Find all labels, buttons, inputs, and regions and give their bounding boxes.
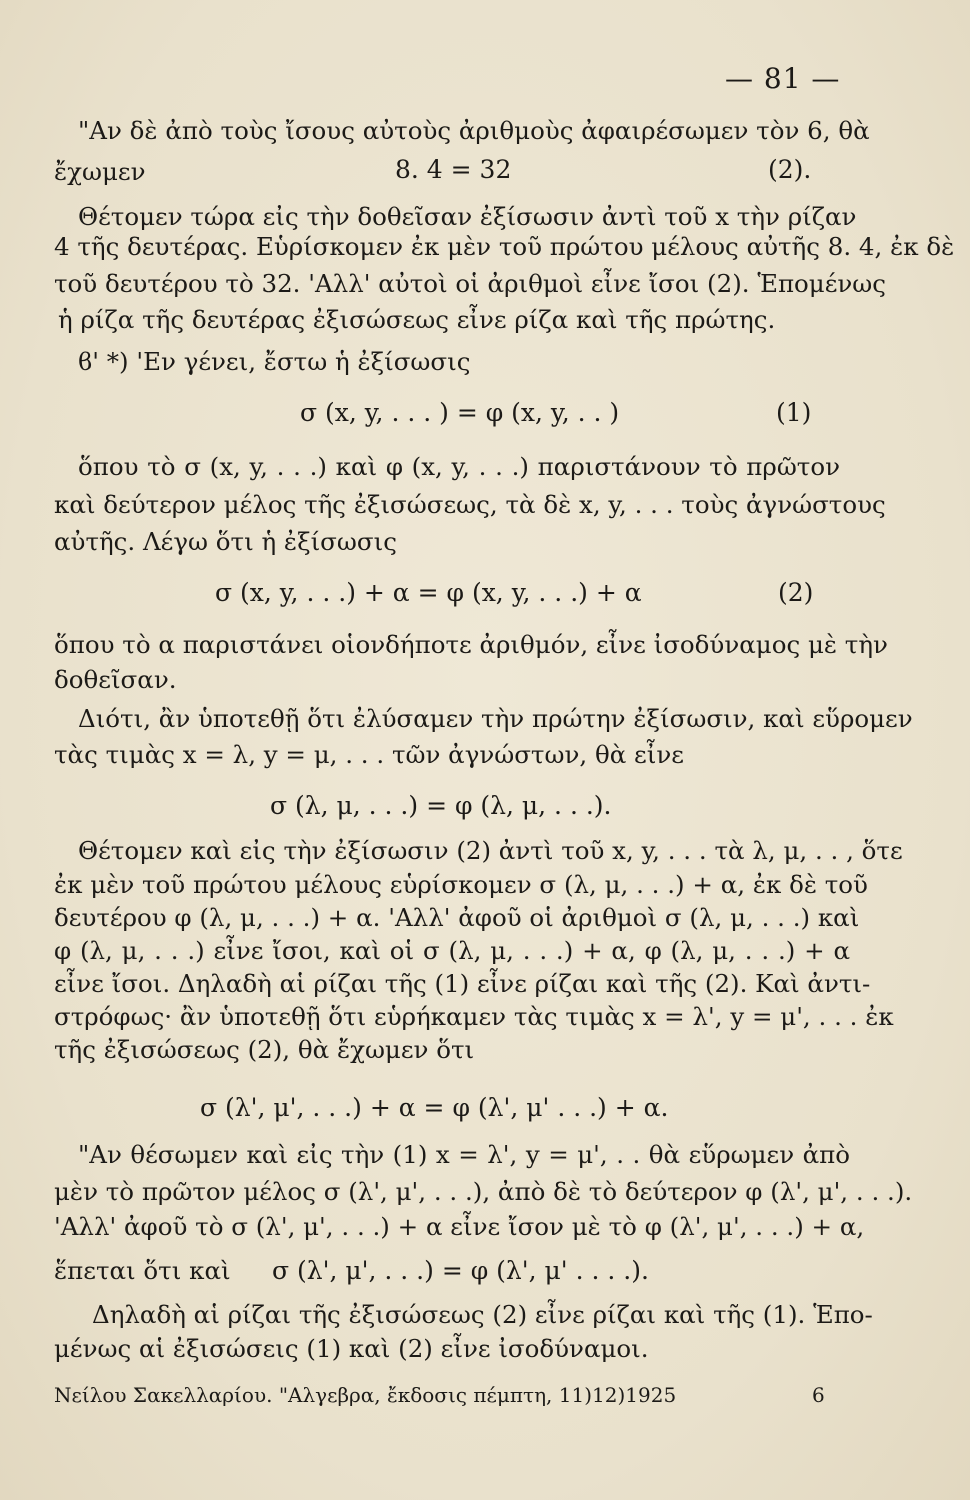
text-line: μὲν τὸ πρῶτον μέλος σ (λ', μ', . . .), ἀπὸ δὲ τὸ δεύτερον φ (λ', μ', . . .). (54, 1177, 913, 1206)
text-line: τὰς τιμὰς x = λ, y = μ, . . . τῶν ἀγνώστων, θὰ εἶνε (54, 740, 684, 769)
text-line: φ (λ, μ, . . .) εἶνε ἴσοι, καὶ οἱ σ (λ, μ, . . .) + α, φ (λ, μ, . . .) + α (54, 936, 850, 965)
text-line: ἔχωμεν (54, 157, 146, 186)
text-line: Διότι, ἂν ὑποτεθῇ ὅτι ἐλύσαμεν τὴν πρώτην ἐξίσωσιν, καὶ εὕρομεν (78, 704, 913, 733)
footer-sheet-number: 6 (812, 1383, 825, 1407)
text-line: ἐκ μὲν τοῦ πρώτου μέλους εὑρίσκομεν σ (λ, μ, . . .) + α, ἐκ δὲ τοῦ (54, 870, 868, 899)
text-line: δοθεῖσαν. (54, 665, 177, 694)
footer-signature: Νείλου Σακελλαρίου. "Αλγεβρα, ἔκδοσις πέμπτη, 11)12)1925 (54, 1383, 677, 1407)
text-line: ϐ' *) 'Εν γένει, ἔστω ἡ ἐξίσωσις (78, 347, 471, 376)
text-line: ὅπου τὸ σ (x, y, . . .) καὶ φ (x, y, . . .) παριστάνουν τὸ πρῶτον (78, 452, 840, 481)
text-line: Δηλαδὴ αἱ ρίζαι τῆς ἐξισώσεως (2) εἶνε ρίζαι καὶ τῆς (1). Ἑπο- (92, 1300, 873, 1329)
text-line: μένως αἱ ἐξισώσεις (1) καὶ (2) εἶνε ἰσοδύναμοι. (54, 1334, 649, 1363)
text-line: ἕπεται ὅτι καὶ (54, 1256, 231, 1285)
text-line: 4 τῆς δευτέρας. Εὑρίσκομεν ἐκ μὲν τοῦ πρώτου μέλους αὐτῆς 8. 4, ἐκ δὲ (54, 232, 955, 261)
equation-2: σ (x, y, . . .) + α = φ (x, y, . . .) + α (215, 578, 642, 607)
equation-lambda-prime-a: σ (λ', μ', . . .) + α = φ (λ', μ' . . .) + α. (200, 1093, 669, 1122)
text-line: καὶ δεύτερον μέλος τῆς ἐξισώσεως, τὰ δὲ x, y, . . . τοὺς ἀγνώστους (54, 490, 886, 519)
equation: 8. 4 = 32 (395, 155, 512, 184)
text-line: ἡ ρίζα τῆς δευτέρας ἐξισώσεως εἶνε ρίζα καὶ τῆς πρώτης. (58, 305, 776, 334)
text-line: αὐτῆς. Λέγω ὅτι ἡ ἐξίσωσις (54, 527, 397, 556)
text-line: δευτέρου φ (λ, μ, . . .) + α. 'Αλλ' ἀφοῦ οἱ ἀριθμοὶ σ (λ, μ, . . .) καὶ (54, 903, 860, 932)
text-line: τῆς ἐξισώσεως (2), θὰ ἔχωμεν ὅτι (54, 1035, 475, 1064)
equation-number: (2) (778, 578, 814, 607)
text-line: Θέτομεν καὶ εἰς τὴν ἐξίσωσιν (2) ἀντὶ τοῦ x, y, . . . τὰ λ, μ, . . , ὅτε (78, 836, 903, 865)
equation-lambda-prime: σ (λ', μ', . . .) = φ (λ', μ' . . . .). (272, 1256, 649, 1285)
equation-number: (2). (768, 155, 812, 184)
text-line: "Αν δὲ ἀπὸ τοὺς ἴσους αὐτοὺς ἀριθμοὺς ἀφαιρέσωμεν τὸν 6, θὰ (78, 116, 870, 145)
text-line: στρόφως· ἂν ὑποτεθῇ ὅτι εὑρήκαμεν τὰς τιμὰς x = λ', y = μ', . . . ἐκ (54, 1002, 894, 1031)
equation-number: (1) (776, 398, 812, 427)
text-line: "Αν θέσωμεν καὶ εἰς τὴν (1) x = λ', y = μ', . . θὰ εὕρωμεν ἀπὸ (78, 1140, 850, 1169)
text-line: ὅπου τὸ α παριστάνει οἱονδήποτε ἀριθμόν, εἶνε ἰσοδύναμος μὲ τὴν (54, 630, 888, 659)
text-line: Θέτομεν τώρα εἰς τὴν δοθεῖσαν ἐξίσωσιν ἀντὶ τοῦ x τὴν ρίζαν (78, 202, 857, 231)
equation-lambda: σ (λ, μ, . . .) = φ (λ, μ, . . .). (270, 791, 612, 820)
text-line: 'Αλλ' ἀφοῦ τὸ σ (λ', μ', . . .) + α εἶνε ἴσον μὲ τὸ φ (λ', μ', . . .) + α, (54, 1212, 865, 1241)
text-line: τοῦ δευτέρου τὸ 32. 'Αλλ' αὐτοὶ οἱ ἀριθμοὶ εἶνε ἴσοι (2). Ἑπομένως (54, 269, 887, 298)
text-line: εἶνε ἴσοι. Δηλαδὴ αἱ ρίζαι τῆς (1) εἶνε ρίζαι καὶ τῆς (2). Καὶ ἀντι- (54, 969, 871, 998)
equation-1: σ (x, y, . . . ) = φ (x, y, . . ) (300, 398, 620, 427)
page-number: — 81 — (725, 62, 841, 95)
